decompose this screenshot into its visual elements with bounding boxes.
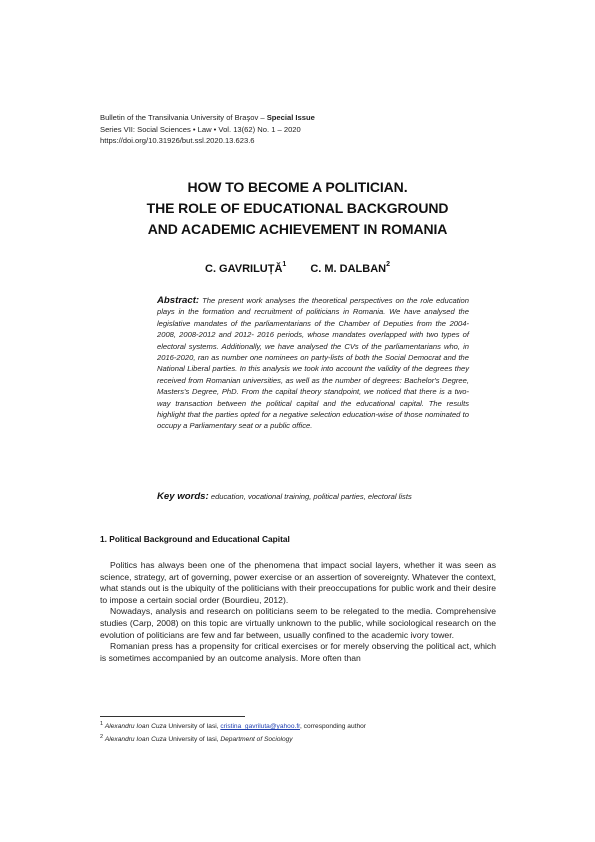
journal-header <box>100 112 315 147</box>
paragraph: Romanian press has a propensity for critical exercises or for merely observing the political act, which is sometimes accompanied by an outcome analysis. More often than <box>100 641 496 663</box>
abstract-text: The present work analyses the theoretical perspectives on the role education plays in the formation and recruitment of politicians in Romania. We have analysed the legislative mandates of the parliamentarians of the Chamber of Deputies from the 2004-2008, 2008-2012 and 2012- 2016 periods, whose mandates overlapped with two types of electoral systems. Additionally, we have analysed the CVs of the parliamentarians who, in 2016-2020, ran as number one nominees on party-lists of both the Social Democrat and the National Liberal parties. In this analysis we took into account the validity of the degrees they received from Romanian universities, as well as the number of degrees: Bachelor's Degree, Masters's Degree, PhD. From the capital theory standpoint, we noticed that there is a two-way transaction between the political capital and the educational capital. The results highlight that the parties opted for a negative selection education-wise of those nominated to occupy a Parliamentary seat or a public office. <box>157 296 469 431</box>
author-2: C. M. DALBAN$^2$ <box>310 261 390 275</box>
doi-link[interactable]: https://doi.org/10.31926/but.ssl.2020.13.623.6 <box>100 136 255 146</box>
paragraph: Nowadays, analysis and research on politicians seem to be relegated to the media. Comprehensive studies (Carp, 2008) on this topic are virtually unknown to the public, while sociological research on the evolution of politicians are few and far between, usually confined to the academic ivory tower. <box>100 606 496 640</box>
paper-title: HOW TO BECOME A POLITICIAN. THE ROLE OF EDUCATIONAL BACKGROUND AND ACADEMIC ACHIEVEMENT IN ROMANIA <box>146 179 449 237</box>
abstract <box>157 295 469 432</box>
footnote-marker: 2 <box>386 261 390 268</box>
author-list <box>0 262 595 275</box>
email-link[interactable]: cristina_gavriluta@yahoo.fr <box>220 723 301 731</box>
section-body <box>100 560 496 664</box>
header-line-2: Series VII: Social Sciences • Law • Vol. 13(62) No. 1 – 2020 <box>100 124 301 134</box>
header-line-1: Bulletin of the Transilvania University of Braşov – Special Issue <box>100 113 315 122</box>
footnote-divider <box>100 716 245 717</box>
section-heading: 1. Political Background and Educational Capital <box>100 534 290 544</box>
footnote-1: $^1$ Alexandru Ioan Cuza University of Iasi, cristina_gavriluta@yahoo.fr, corresponding author <box>100 721 366 731</box>
special-issue-label: Special Issue <box>266 113 315 122</box>
author-1: C. GAVRILUȚĂ$^1$ <box>205 261 287 275</box>
footnote-2: $^2$ Alexandru Ioan Cuza University of Iasi, Department of Sociology <box>100 734 293 744</box>
footnotes <box>100 719 500 746</box>
keywords-text: education, vocational training, political parties, electoral lists <box>210 492 412 501</box>
footnote-marker: 1 <box>282 261 287 268</box>
keywords-label: Key words: <box>157 491 209 502</box>
paragraph: Politics has always been one of the phenomena that impact social layers, whether it was seen as science, strategy, art of governing, power exercise or an assertion of sovereignty. Whatever the context, what stands out is the ubiquity of the politicians with their preoccupations for public work and their desire to impose a certain social order (Bourdieu, 2012). <box>100 560 497 605</box>
abstract-label: Abstract: <box>157 295 200 306</box>
keywords <box>157 491 487 502</box>
